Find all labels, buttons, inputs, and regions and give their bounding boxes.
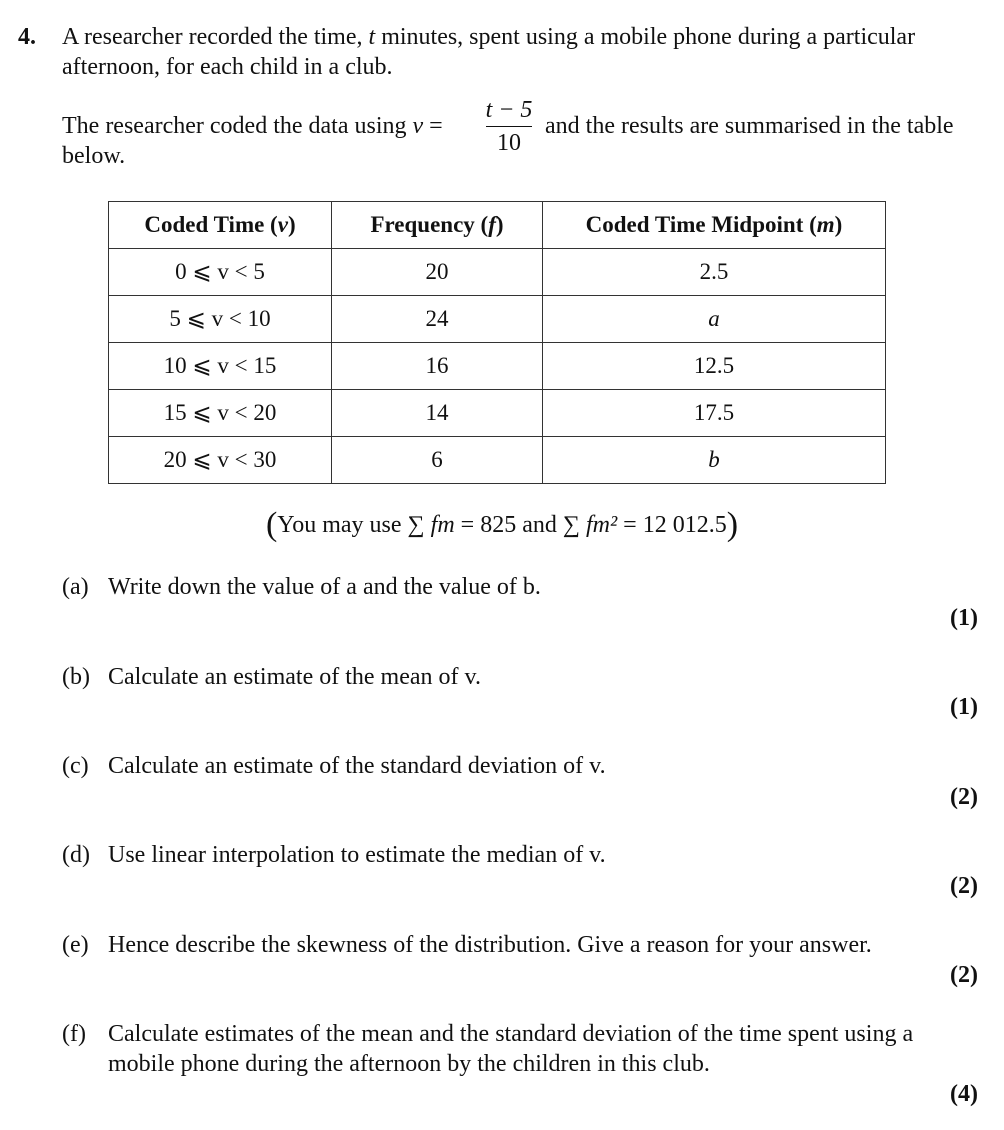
intro-line2: afternoon, for each child in a club. [62,54,393,80]
part-f [62,1019,913,1079]
part-text: Calculate an estimate of the standard deviation of v. [108,753,606,779]
coding-line2: below. [62,143,126,169]
part-label: (b) [62,664,90,690]
marks-b: (1) [950,694,978,720]
marks-e: (2) [950,962,978,988]
table-cell: 0 ⩽ v < 5 [109,249,332,296]
table-cell: 20 ⩽ v < 30 [109,437,332,484]
part-text: Calculate an estimate of the mean of v. [108,664,481,690]
table-cell: 20 [332,249,543,296]
table-cell: 24 [332,296,543,343]
table-header-row [109,202,886,249]
part-text-line2: mobile phone during the afternoon by the children in this club. [108,1051,710,1077]
part-text: Write down the value of a and the value of b. [108,574,541,600]
coding-prefix: The researcher coded the data using [62,113,413,139]
part-label: (e) [62,932,89,958]
part-b [62,662,481,692]
part-e [62,930,872,960]
coding-fraction [484,96,534,157]
part-label: (f) [62,1021,86,1047]
fraction-denominator: 10 [497,130,521,156]
table-cell: 12.5 [543,343,886,390]
marks-a: (1) [950,605,978,631]
intro-text [62,22,982,82]
marks-c: (2) [950,784,978,810]
hint-open-paren: ( [265,506,278,543]
table-cell: 2.5 [543,249,886,296]
header-coded-time: Coded Time (v) [109,202,332,249]
part-a [62,572,541,602]
table-row [109,296,886,343]
table-row [109,249,886,296]
table-cell: 15 ⩽ v < 20 [109,390,332,437]
part-label: (c) [62,753,89,779]
table-cell: a [543,296,886,343]
marks-f: (4) [950,1081,978,1107]
coding-suffix: and the results are summarised in the table [545,113,954,139]
variable-v: v [412,113,424,139]
table-cell: b [543,437,886,484]
header-frequency: Frequency (f) [332,202,543,249]
table-cell: 14 [332,390,543,437]
intro-line1-prefix: A researcher recorded the time, [62,24,369,50]
table-row [109,437,886,484]
part-text: Hence describe the skewness of the distribution. Give a reason for your answer. [108,932,872,958]
part-text: Calculate estimates of the mean and the standard deviation of the time spent using a [108,1021,914,1047]
question-number: 4. [18,24,36,50]
variable-t: t [368,24,376,50]
table-cell: 6 [332,437,543,484]
table-cell: 16 [332,343,543,390]
hint-close-paren: ) [726,506,739,543]
hint-text: (You may use ∑ fm = 825 and ∑ fm² = 12 012.5) [265,506,739,543]
fraction-numerator: t − 5 [485,97,533,123]
table-row [109,390,886,437]
data-table [108,201,886,484]
marks-d: (2) [950,873,978,899]
part-label: (d) [62,842,90,868]
part-label: (a) [62,574,89,600]
part-text: Use linear interpolation to estimate the median of v. [108,842,606,868]
coding-equals: = [423,113,443,139]
table-cell: 10 ⩽ v < 15 [109,343,332,390]
table-cell: 17.5 [543,390,886,437]
table-row [109,343,886,390]
fraction-bar [486,126,532,127]
header-midpoint: Coded Time Midpoint (m) [543,202,886,249]
intro-line1-suffix: minutes, spent using a mobile phone during a particular [375,24,916,50]
part-d [62,840,606,870]
part-c [62,751,606,781]
table-cell: 5 ⩽ v < 10 [109,296,332,343]
